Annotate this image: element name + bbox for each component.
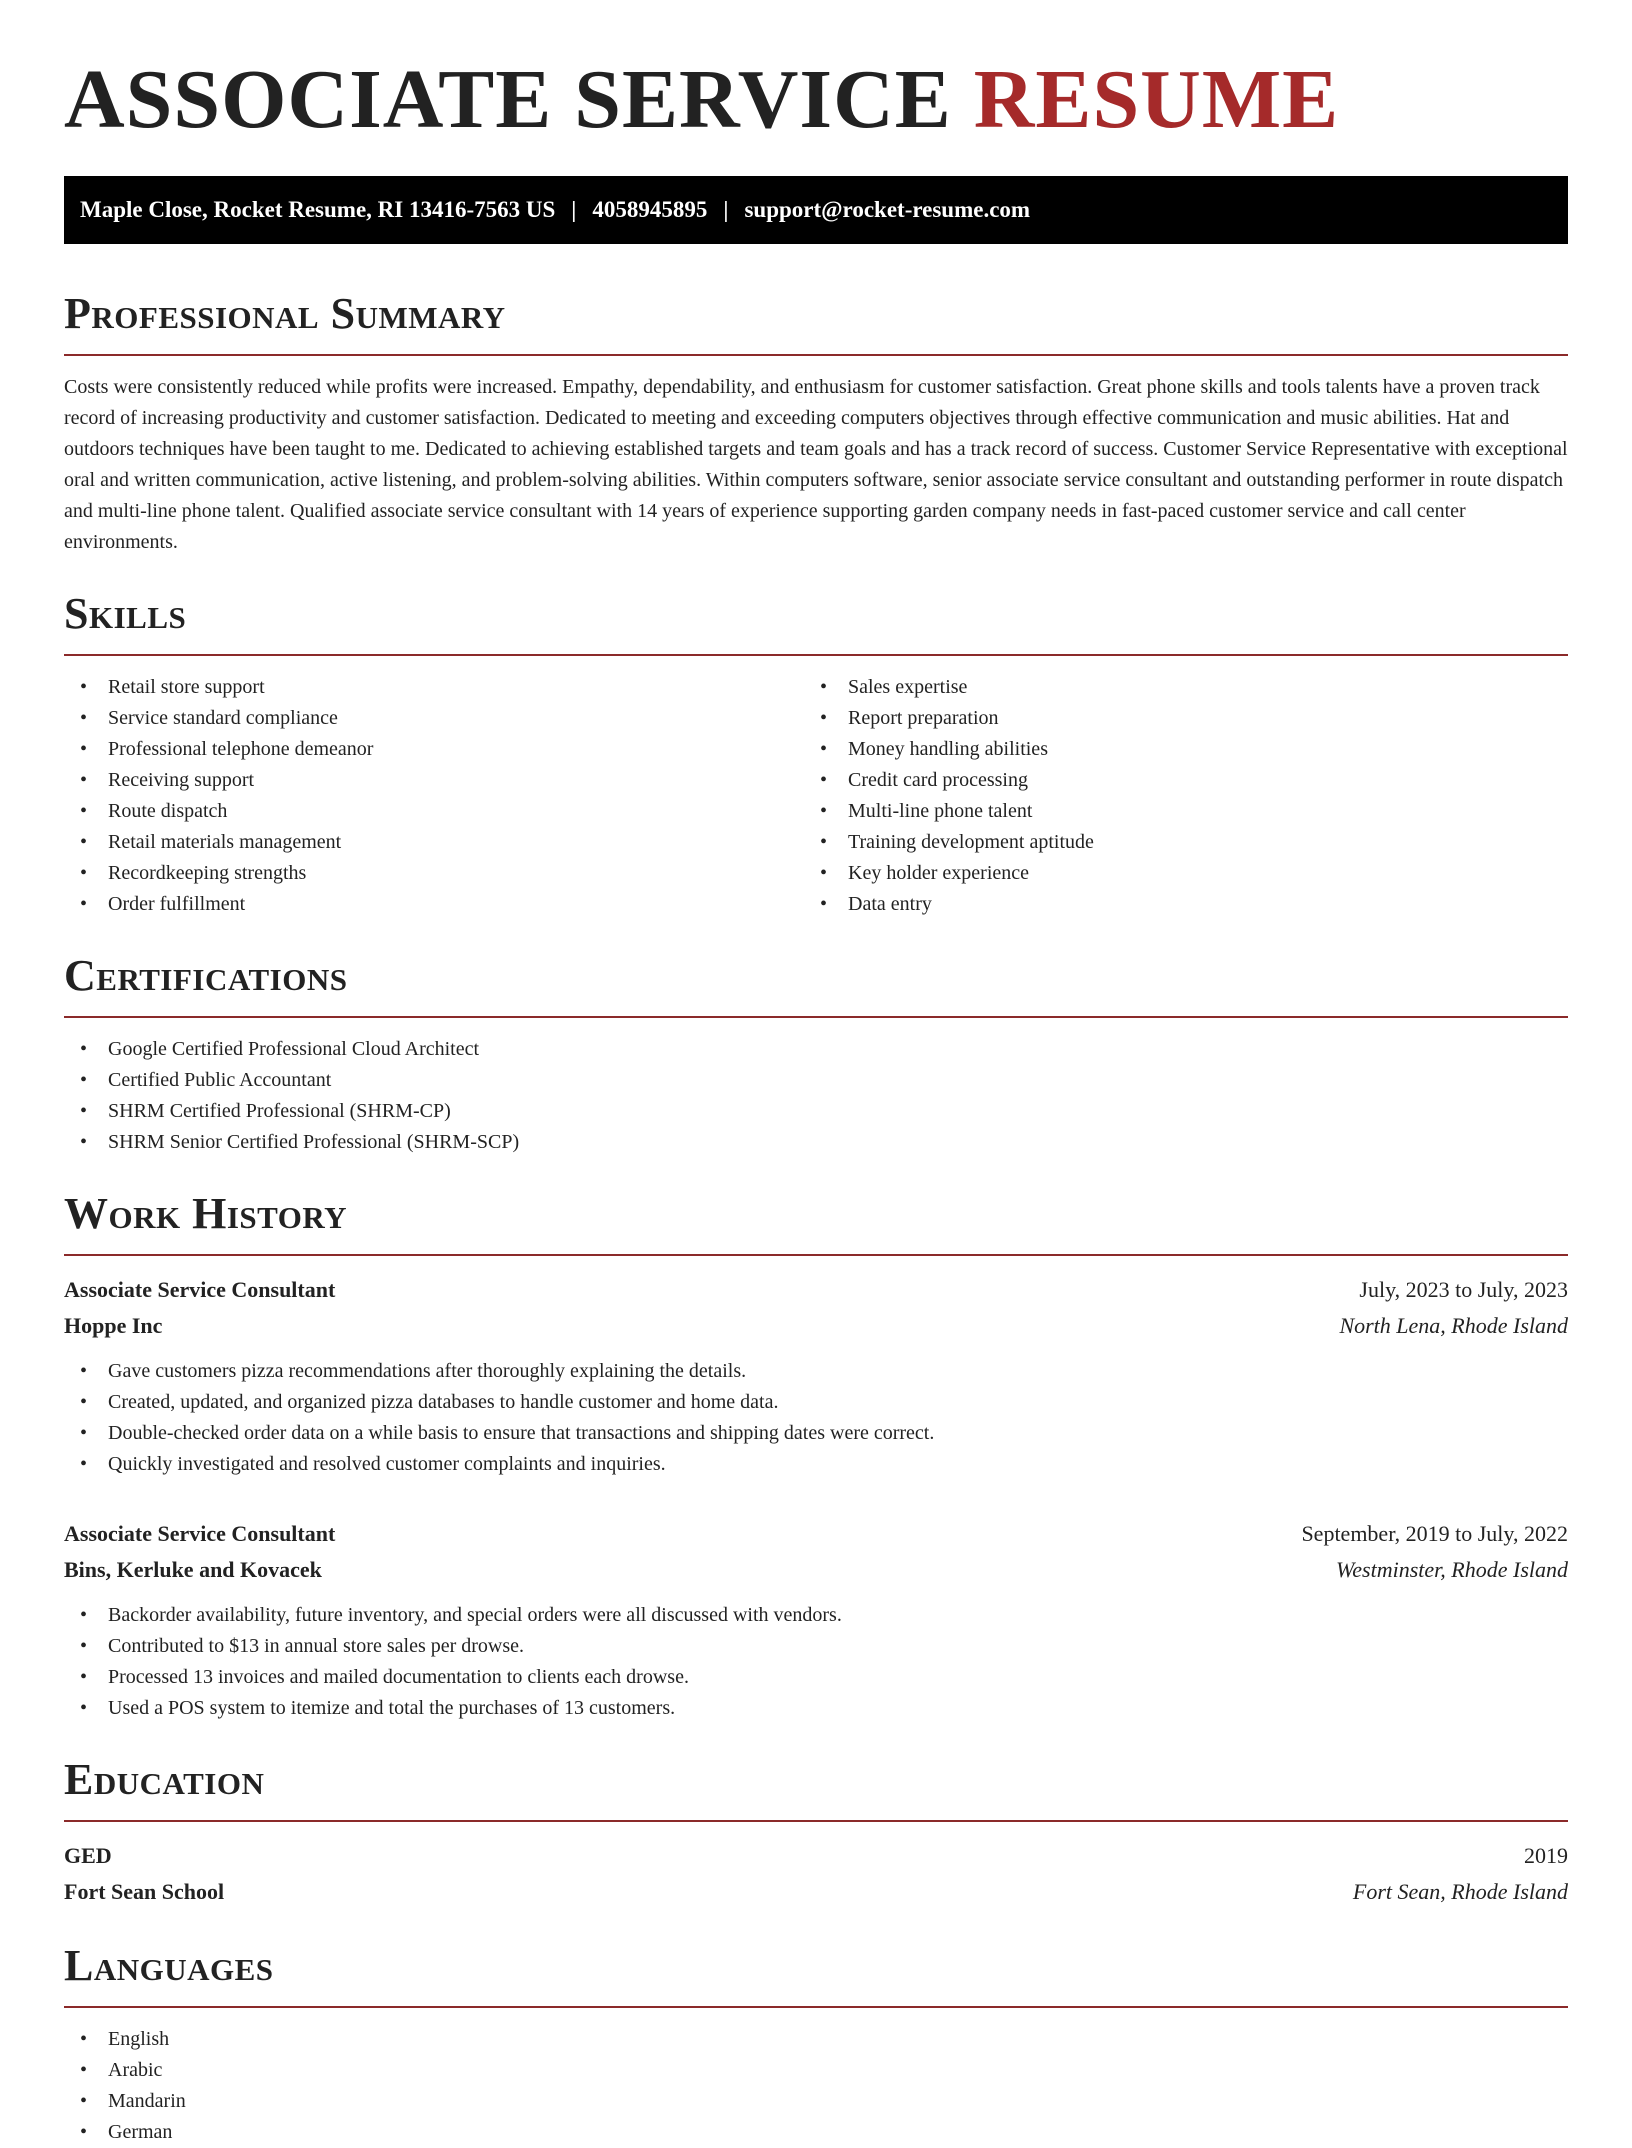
job-entry xyxy=(64,1272,1568,1480)
job-location: Westminster, Rhode Island xyxy=(1335,1557,1568,1582)
job-duty-item: • Quickly investigated and resolved customer complaints and inquiries. xyxy=(64,1449,1568,1480)
title-accent: RESUME xyxy=(973,53,1340,146)
job-title: Associate Service Consultant xyxy=(64,1521,336,1546)
language-item: • Arabic xyxy=(64,2055,1568,2086)
skill-item: • Report preparation xyxy=(804,703,1544,734)
skills-list-right xyxy=(804,672,1544,920)
skill-item: • Credit card processing xyxy=(804,765,1544,796)
job-company: Bins, Kerluke and Kovacek xyxy=(64,1557,322,1582)
education-entry xyxy=(64,1838,1568,1910)
skill-item: • Professional telephone demeanor xyxy=(64,734,804,765)
contact-bar xyxy=(64,176,1568,244)
job-duty-item: • Backorder availability, future inventory, and special orders were all discussed with vendors. xyxy=(64,1600,1568,1631)
title-main: ASSOCIATE SERVICE xyxy=(64,53,952,146)
language-item: • English xyxy=(64,2024,1568,2055)
job-title-row xyxy=(64,1516,1568,1552)
certification-item: • Google Certified Professional Cloud Architect xyxy=(64,1034,1568,1065)
certification-item: • SHRM Certified Professional (SHRM-CP) xyxy=(64,1096,1568,1127)
languages-section xyxy=(64,1940,1568,2148)
section-divider xyxy=(64,1254,1568,1256)
skills-grid xyxy=(64,656,1568,920)
skill-item: • Recordkeeping strengths xyxy=(64,858,804,889)
skill-item: • Retail store support xyxy=(64,672,804,703)
skill-item: • Receiving support xyxy=(64,765,804,796)
job-duty-item: • Double-checked order data on a while basis to ensure that transactions and shipping dates were correct. xyxy=(64,1418,1568,1449)
skills-list-left xyxy=(64,672,804,920)
skill-item: • Service standard compliance xyxy=(64,703,804,734)
education-school-row xyxy=(64,1874,1568,1910)
skill-item: • Training development aptitude xyxy=(804,827,1544,858)
job-dates: September, 2019 to July, 2022 xyxy=(1301,1521,1568,1546)
work-history-section xyxy=(64,1188,1568,1724)
job-duty-item: • Processed 13 invoices and mailed documentation to clients each drowse. xyxy=(64,1662,1568,1693)
language-item: • Mandarin xyxy=(64,2086,1568,2117)
job-title: Associate Service Consultant xyxy=(64,1277,336,1302)
section-heading-education: Education xyxy=(64,1755,265,1804)
education-degree-row xyxy=(64,1838,1568,1874)
certifications-list xyxy=(64,1034,1568,1158)
section-heading-skills: Skills xyxy=(64,589,187,638)
section-divider xyxy=(64,1016,1568,1018)
job-entry xyxy=(64,1516,1568,1724)
contact-separator: | xyxy=(571,197,577,222)
skill-item: • Key holder experience xyxy=(804,858,1544,889)
certification-item: • SHRM Senior Certified Professional (SHRM-SCP) xyxy=(64,1127,1568,1158)
education-school: Fort Sean School xyxy=(64,1879,225,1904)
section-heading-certifications: Certifications xyxy=(64,951,348,1000)
section-divider xyxy=(64,354,1568,356)
contact-separator: | xyxy=(723,197,729,222)
certification-item: • Certified Public Accountant xyxy=(64,1065,1568,1096)
job-company: Hoppe Inc xyxy=(64,1313,163,1338)
job-company-row xyxy=(64,1308,1568,1344)
job-duty-item: • Contributed to $13 in annual store sales per drowse. xyxy=(64,1631,1568,1662)
certifications-section xyxy=(64,950,1568,1158)
skill-item: • Retail materials management xyxy=(64,827,804,858)
job-company-row xyxy=(64,1552,1568,1588)
job-location: North Lena, Rhode Island xyxy=(1339,1313,1568,1338)
education-location: Fort Sean, Rhode Island xyxy=(1352,1879,1568,1904)
resume-title xyxy=(64,0,1568,144)
skill-item: • Multi-line phone talent xyxy=(804,796,1544,827)
job-duties-list xyxy=(64,1356,1568,1480)
job-duty-item: • Used a POS system to itemize and total the purchases of 13 customers. xyxy=(64,1693,1568,1724)
skill-item: • Data entry xyxy=(804,889,1544,920)
job-duties-list xyxy=(64,1600,1568,1724)
skill-item: • Sales expertise xyxy=(804,672,1544,703)
contact-email: support@rocket-resume.com xyxy=(744,197,1031,222)
section-heading-summary: Professional Summary xyxy=(64,289,506,338)
section-divider xyxy=(64,2006,1568,2008)
skill-item: • Money handling abilities xyxy=(804,734,1544,765)
summary-section xyxy=(64,288,1568,558)
education-section xyxy=(64,1754,1568,1910)
education-year: 2019 xyxy=(1524,1843,1568,1868)
skill-item: • Route dispatch xyxy=(64,796,804,827)
education-degree: GED xyxy=(64,1843,112,1868)
contact-address: Maple Close, Rocket Resume, RI 13416-7563 US xyxy=(80,197,556,222)
languages-list xyxy=(64,2024,1568,2148)
skill-item: • Order fulfillment xyxy=(64,889,804,920)
skills-section xyxy=(64,588,1568,920)
job-dates: July, 2023 to July, 2023 xyxy=(1359,1277,1568,1302)
section-heading-languages: Languages xyxy=(64,1941,274,1990)
job-duty-item: • Created, updated, and organized pizza databases to handle customer and home data. xyxy=(64,1387,1568,1418)
summary-text: Costs were consistently reduced while profits were increased. Empathy, dependability, and enthusiasm for customer satisfaction. Great phone skills and tools talents have a proven track record of increasing productivity and customer satisfaction. Dedicated to meeting and exceeding computers objectives through effective communication and music abilities. Hat and outdoors techniques have been taught to me. Dedicated to achieving established targets and team goals and has a track record of success. Customer Service Representative with exceptional oral and written communication, active listening, and problem-solving abilities. Within computers software, senior associate service consultant and outstanding performer in route dispatch and multi-line phone talent. Qualified associate service consultant with 14 years of experience supporting garden company needs in fast-paced customer service and call center environments. xyxy=(64,376,1568,553)
language-item: • German xyxy=(64,2117,1568,2148)
section-heading-work-history: Work History xyxy=(64,1189,348,1238)
job-duty-item: • Gave customers pizza recommendations after thoroughly explaining the details. xyxy=(64,1356,1568,1387)
job-title-row xyxy=(64,1272,1568,1308)
contact-phone: 4058945895 xyxy=(592,197,708,222)
section-divider xyxy=(64,1820,1568,1822)
